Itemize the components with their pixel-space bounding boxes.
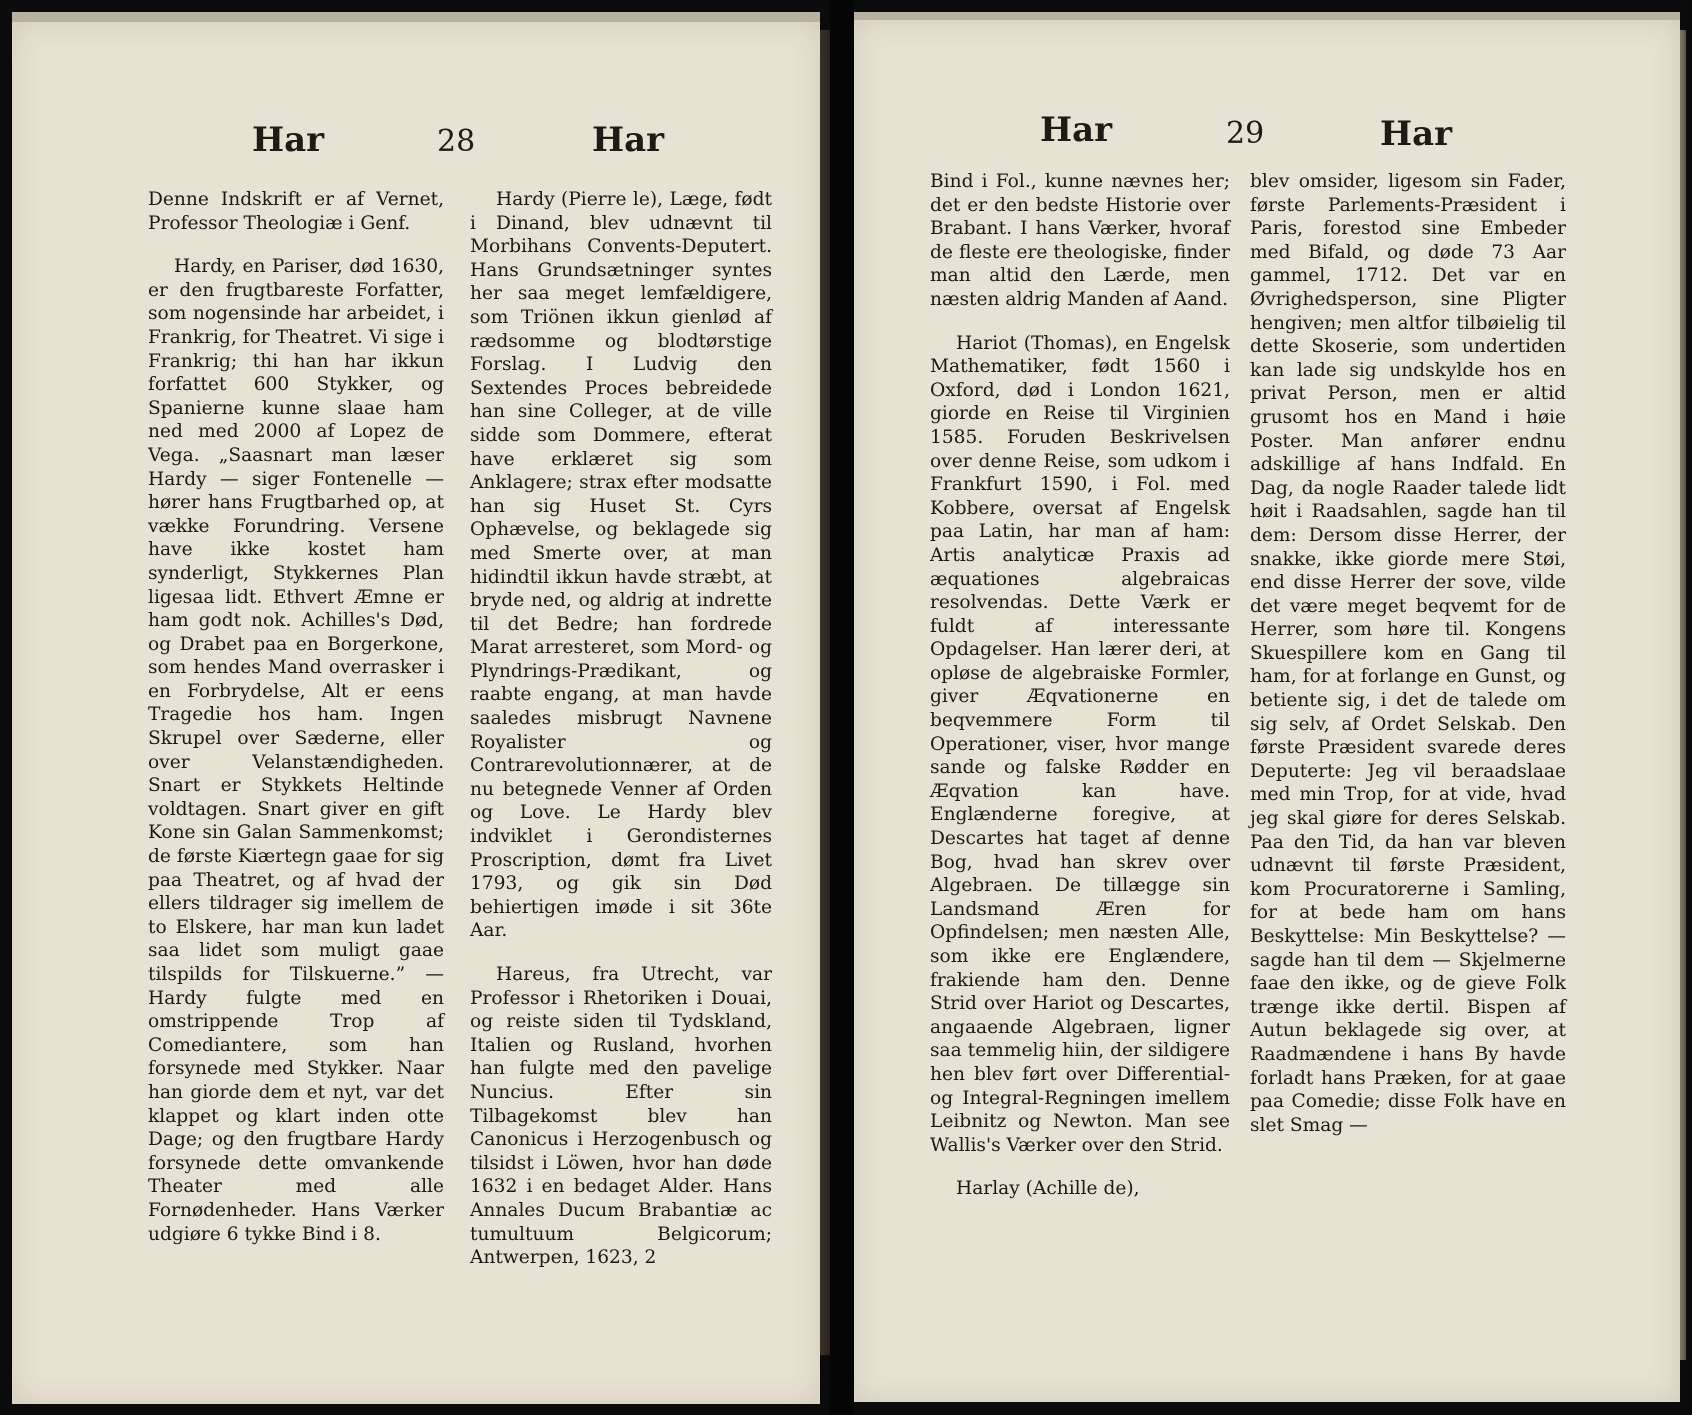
right-page-number: 29 — [1226, 116, 1265, 151]
entry-harlay-start: Harlay (Achille de), — [956, 1178, 1140, 1200]
left-page-number: 28 — [437, 124, 476, 159]
right-page-column-1 — [930, 170, 1230, 1221]
right-page-header-left: Har — [1040, 110, 1113, 150]
left-page-column-2 — [470, 188, 772, 1290]
entry-hareus-continued: Bind i Fol., kunne nævnes her; det er den bedste Historie over Brabant. I hans Værker, hvoraf de fleste ere theologiske, finder man altid den Lærde, men næsten aldrig Manden af Aand. — [930, 171, 1230, 310]
left-page — [12, 12, 820, 1404]
entry-hardy-pierre-le: Hardy (Pierre le), Læge, født i Dinand, blev udnævnt til Morbihans Convents-Deputert. Hans Grundsætninger syntes her saa meget lemfældigere, som Triönen ikkun gienlød af rædsomme og blodtørstige Forslag. I Ludvig den Sextendes Proces bebreidede han sine Colleger, at de ville sidde som Dommere, efterat have erklæret sig som Anklagere; strax efter modsatte han sig Huset St. Cyrs Ophævelse, og beklagede sig med Smerte over, at man hidindtil ikkun havde stræbt, at bryde ned, og aldrig at indrette til det Bedre; han fordrede Marat arresteret, som Mord- og Plyndrings-Prædikant, og raabte engang, at man havde saaledes misbrugt Navnene Royalister og Contrarevolutionnærer, at de nu betegnede Venner af Orden og Love. Le Hardy blev indviklet i Gerondisternes Proscription, dømt fra Livet 1793, og gik sin Død behiertigen imøde i sit 36te Aar. — [470, 189, 772, 942]
left-page-header-left: Har — [252, 120, 325, 160]
entry-harlay-continued: blev omsider, ligesom sin Fader, første Parlements-Præsident i Paris, forestod sine Embeder med Bifald, og døde 73 Aar gammel, 1712. Det var en Øvrighedsperson, sine Pligter hengiven; men altfor tilbøielig til dette Skoserie, som undertiden kan lade sig undskylde hos en privat Person, men er altid grusomt hos en Mand i høie Poster. Man anfører endnu adskillige af hans Indfald. En Dag, da nogle Raader talede lidt høit i Raadsahlen, sagde han til dem: Dersom disse Herrer, der snakke, ikke giorde mere Støi, end disse Herrer der sove, vilde det være meget beqvemt for de Herrer, som høre til. Kongens Skuespillere kom en Gang til ham, for at forlange en Gunst, og betiente sig, i det de talede om sig selv, af Ordet Selskab. Den første Præsident svarede deres Deputerte: Jeg vil beraadslaae med min Trop, for at vide, hvad jeg skal giøre for deres Selskab. Paa den Tid, da han var bleven udnævnt til første Præsident, kom Procuratorerne i Samling, for at bede ham om hans Beskyttelse: Min Beskyttelse? — sagde han til dem — Skjelmerne faae den ikke, og de gieve Folk trænge ikke dertil. Bispen af Autun beklagede sig over, at Raadmændene i hans By havde forladt hans Præken, for at gaae paa Comedie; disse Folk have en slet Smag — — [1250, 171, 1566, 1136]
entry-hardy: Hardy, en Pariser, død 1630, er den frugtbareste Forfatter, som nogensinde har arbeidet, i Frankrig, for Theatret. Vi sige i Frankrig; thi han har ikkun forfattet 600 Stykker, og Spanierne kunne slaae ham ned med 2000 af Lopez de Vega. „Saasnart man læser Hardy — siger Fontenelle — hører hans Frugtbarhed op, at vække Forundring. Versene have ikke kostet ham synderligt, Stykkernes Plan ligesaa lidt. Ethvert Æmne er ham godt nok. Achilles's Død, og Drabet paa en Borgerkone, som hendes Mand overrasker i en Forbrydelse, Alt er eens Tragedie hos ham. Ingen Skrupel over Sæderne, eller over Velanstændigheden. Snart er Stykkets Heltinde voldtagen. Snart giver en gift Kone sin Galan Sammenkomst; de første Kiærtegn gaae for sig paa Theatret, og af hvad der ellers tildrager sig imellem de to Elskere, har man kun ladet saa lidet som muligt gaae tilspilds for Tilskuerne.” — Hardy fulgte med en omstrippende Trop af Comediantere, som han forsynede med Stykker. Naar han giorde dem et nyt, var det klappet og klart inden otte Dage; og den frugtbare Hardy forsynede dette omvankende Theater med alle Fornødenheder. Hans Værker udgiøre 6 tykke Bind i 8. — [148, 256, 444, 1245]
entry-hariot: Hariot (Thomas), en Engelsk Mathematiker, født 1560 i Oxford, død i London 1621, giorde en Reise til Virginien 1585. Foruden Beskrivelsen over denne Reise, som udkom i Frankfurt 1590, i Fol. med Kobbere, oversat af Engelsk paa Latin, har man af ham: Artis analyticæ Praxis ad æquationes algebraicas resolvendas. Dette Værk er fuldt af interessante Opdagelser. Han lærer deri, at opløse de algebraiske Formler, giver Æqvationerne en beqvemmere Form til Operationer, viser, hvor mange sande og falske Rødder en Æqvation kan have. Englænderne foregive, at Descartes hat taget af denne Bog, hvad han skrev over Algebraen. De tillægge sin Landsmand Æren for Opfindelsen; men næsten Alle, som ikke ere Englændere, frakiende ham den. Denne Strid over Hariot og Descartes, angaaende Algebraen, ligner saa temmelig hiin, der sildigere hen blev ført over Differential- og Integral-Regningen imellem Leibnitz og Newton. Man see Wallis's Værker over den Strid. — [930, 332, 1230, 1156]
entry-hareus: Hareus, fra Utrecht, var Professor i Rhetoriken i Douai, og reiste siden til Tydskland, Italien og Rusland, hvorhen han fulgte med den pavelige Nuncius. Efter sin Tilbagekomst blev han Canonicus i Herzogenbusch og tilsidst i Löwen, hvor han døde 1632 i en bedaget Alder. Hans Annales Ducum Brabantiæ ac tumultuum Belgicorum; Antwerpen, 1623, 2 — [470, 964, 772, 1269]
entry-vernet-tail: Denne Indskrift er af Vernet, Professor Theologiæ i Genf. — [148, 189, 444, 234]
right-page-header-right: Har — [1380, 114, 1453, 154]
book-spine-gap — [830, 0, 854, 1415]
left-page-column-1 — [148, 188, 444, 1266]
right-page-column-2 — [1250, 170, 1566, 1157]
right-page — [854, 12, 1680, 1402]
left-page-header-right: Har — [592, 120, 665, 160]
